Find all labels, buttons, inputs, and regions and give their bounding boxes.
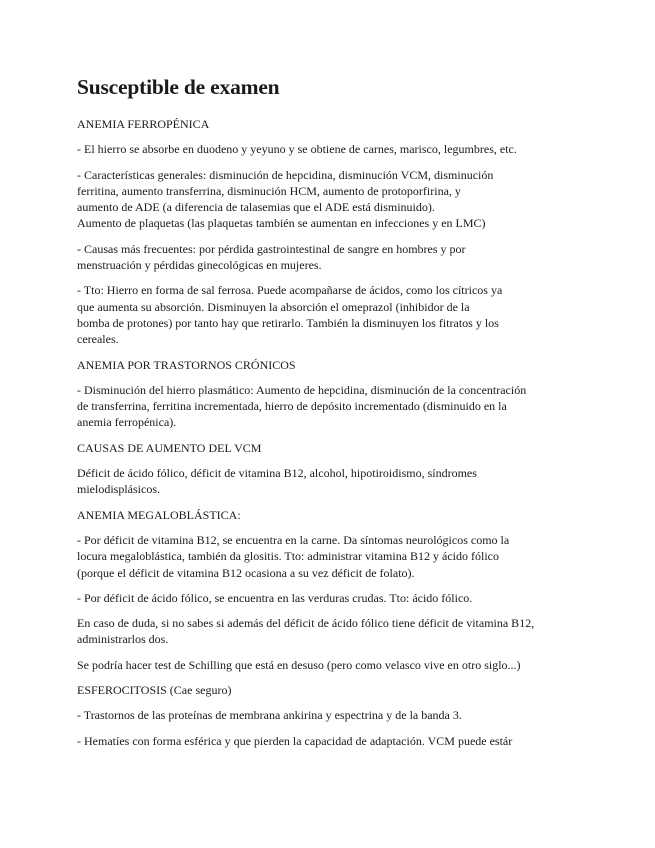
paragraph-causas-vcm: Déficit de ácido fólico, déficit de vitamina B12, alcohol, hipotiroidismo, síndromes mielodisplásicos. bbox=[77, 466, 477, 497]
section-heading-esferocitosis: ESFEROCITOSIS (Cae seguro) bbox=[77, 683, 232, 698]
paragraph-deficit-b12: - Por déficit de vitamina B12, se encuentra en la carne. Da síntomas neurológicos como la locura megaloblástica, también da glositis. Tto: administrar vitamina B12 y ácido fólico (porque el déficit de vitamina B12 ocasiona a su vez déficit de folato). bbox=[77, 532, 510, 580]
section-heading-anemia-ferropenica: ANEMIA FERROPÉNICA bbox=[77, 117, 210, 131]
section-heading-aumento-vcm: CAUSAS DE AUMENTO DEL VCM bbox=[77, 440, 262, 455]
paragraph-hematies-esfericos: - Hematíes con forma esférica y que pierden la capacidad de adaptación. VCM puede estár bbox=[77, 733, 513, 748]
section-heading-trastornos-cronicos: ANEMIA POR TRASTORNOS CRÓNICOS bbox=[77, 357, 296, 372]
paragraph-absorcion-hierro: - El hierro se absorbe en duodeno y yeyuno y se obtiene de carnes, marisco, legumbres, etc. bbox=[77, 142, 517, 157]
page-title: Susceptible de examen bbox=[77, 75, 280, 99]
paragraph-deficit-folico: - Por déficit de ácido fólico, se encuentra en las verduras crudas. Tto: ácido fólico. bbox=[77, 590, 473, 605]
paragraph-test-schilling: Se podría hacer test de Schilling que está en desuso (pero como velasco vive en otro siglo...) bbox=[77, 657, 521, 672]
paragraph-tratamiento-hierro: - Tto: Hierro en forma de sal ferrosa. Puede acompañarse de ácidos, como los cítricos ya que aumenta su absorción. Disminuyen la absorción el omeprazol (inhibidor de la bomba de protones) por tanto hay que retirarlo. También la disminuyen los fitratos y los cereales. bbox=[77, 283, 503, 347]
paragraph-hierro-plasmatico: - Disminución del hierro plasmático: Aumento de hepcidina, disminución de la concentración de transferrina, ferritina incrementada, hierro de depósito incrementado (disminuido en la anemia ferropénica). bbox=[77, 382, 527, 430]
paragraph-caracteristicas-generales: - Características generales: disminución de hepcidina, disminución VCM, disminución ferritina, aumento transferrina, disminución HCM, aumento de protoporfirina, y aumento de ADE (a diferencia de talasemias que el ADE está disminuido). Aumento de plaquetas (las plaquetas también se aumentan en infecciones y en LMC) bbox=[77, 167, 494, 231]
paragraph-caso-duda: En caso de duda, si no sabes si además del déficit de ácido fólico tiene déficit de vitamina B12, administrarlos dos. bbox=[77, 616, 535, 647]
section-heading-anemia-megaloblastica: ANEMIA MEGALOBLÁSTICA: bbox=[77, 507, 241, 522]
paragraph-causas-frecuentes: - Causas más frecuentes: por pérdida gastrointestinal de sangre en hombres y por menstruación y pérdidas ginecológicas en mujeres. bbox=[77, 241, 466, 273]
paragraph-trastornos-membrana: - Trastornos de las proteínas de membrana ankirina y espectrina y de la banda 3. bbox=[77, 708, 462, 723]
document-page bbox=[77, 72, 582, 758]
